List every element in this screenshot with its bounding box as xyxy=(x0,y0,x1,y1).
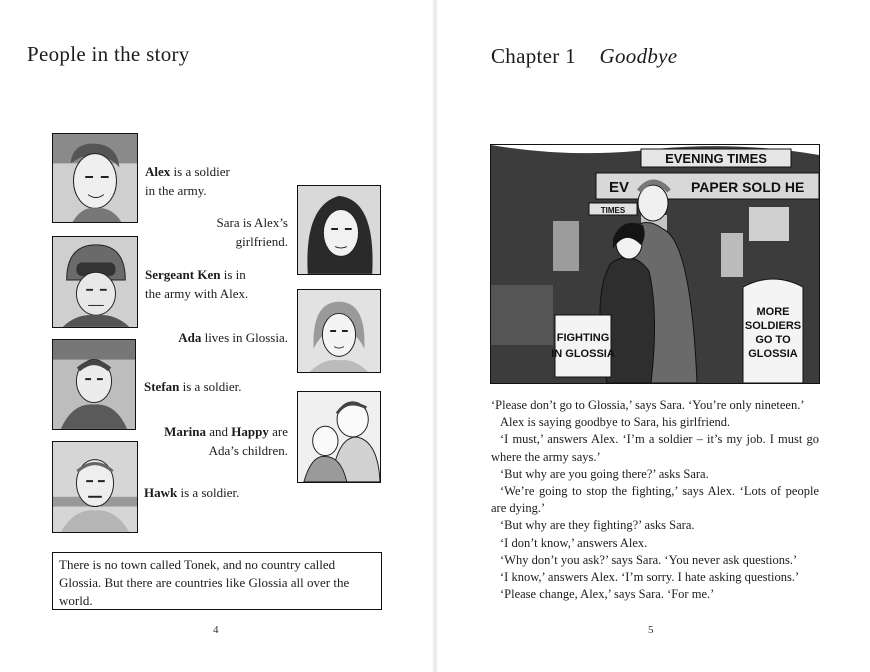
story-paragraph: Alex is saying goodbye to Sara, his girlfriend. xyxy=(500,415,731,430)
ada-portrait xyxy=(297,289,381,373)
story-paragraph: ‘I must,’ answers Alex. ‘I’m a soldier – it’s my job. I must go where the army says.’ xyxy=(491,432,819,464)
sara-description: Sara is Alex’s girlfriend. xyxy=(216,215,288,249)
banner-left-text: EV xyxy=(609,179,630,196)
chapter-title: Goodbye xyxy=(599,44,678,68)
story-paragraph: ‘We’re going to stop the fighting,’ says Alex. ‘Lots of people are dying.’ xyxy=(491,484,819,516)
alex-description: Alex is a soldier in the army. xyxy=(145,164,230,198)
ada-description: Ada lives in Glossia. xyxy=(178,330,288,345)
disclaimer-note-box: There is no town called Tonek, and no country called Glossia. But there are countries like Glossia all over the world. xyxy=(52,552,382,610)
stefan-portrait xyxy=(52,339,136,430)
page-heading: People in the story xyxy=(27,42,190,66)
page-number-left: 4 xyxy=(213,624,219,636)
story-paragraph: ‘But why are they fighting?’ asks Sara. xyxy=(500,518,695,533)
soldiers-poster-line4: GLOSSIA xyxy=(748,348,798,360)
soldiers-poster-line1: MORE xyxy=(756,306,790,318)
fighting-poster-line2: IN GLOSSIA xyxy=(551,348,615,360)
chapter-label: Chapter 1 xyxy=(491,44,576,68)
sergeant-ken-portrait xyxy=(52,236,138,328)
page-number-right: 5 xyxy=(648,624,654,636)
story-paragraph: ‘But why are you going there?’ asks Sara. xyxy=(500,466,709,481)
soldiers-poster-line3: GO TO xyxy=(755,334,791,346)
chapter-heading xyxy=(491,44,677,69)
small-times-sign: TIMES xyxy=(600,206,626,215)
alex-portrait xyxy=(52,133,138,223)
hawk-portrait xyxy=(52,441,138,533)
stefan-description: Stefan is a soldier. xyxy=(144,379,242,394)
marina-happy-description: Marina and Happy are Ada’s children. xyxy=(164,424,288,458)
soldiers-poster-line2: SOLDIERS xyxy=(744,320,802,332)
sara-portrait xyxy=(297,185,381,275)
book-gutter xyxy=(432,0,438,672)
story-paragraph: ‘Please change, Alex,’ says Sara. ‘For me.’ xyxy=(500,587,715,602)
evening-times-sign: EVENING TIMES xyxy=(665,151,767,166)
fighting-poster-line1: FIGHTING xyxy=(556,332,610,344)
banner-right-text: PAPER SOLD HE xyxy=(691,179,805,195)
story-paragraph: ‘Please don’t go to Glossia,’ says Sara. ‘You’re only nineteen.’ xyxy=(491,398,805,412)
hawk-description: Hawk is a soldier. xyxy=(144,485,240,500)
story-paragraph: ‘Why don’t you ask?’ says Sara. ‘You never ask questions.’ xyxy=(500,552,798,567)
marina-and-happy-portrait xyxy=(297,391,381,483)
sergeant-ken-description: Sergeant Ken is in the army with Alex. xyxy=(145,267,249,301)
story-paragraph: ‘I know,’ answers Alex. ‘I’m sorry. I hate asking questions.’ xyxy=(500,570,800,585)
chapter-text xyxy=(491,397,819,603)
story-paragraph: ‘I don’t know,’ answers Alex. xyxy=(500,535,648,550)
chapter-illustration xyxy=(490,144,820,384)
